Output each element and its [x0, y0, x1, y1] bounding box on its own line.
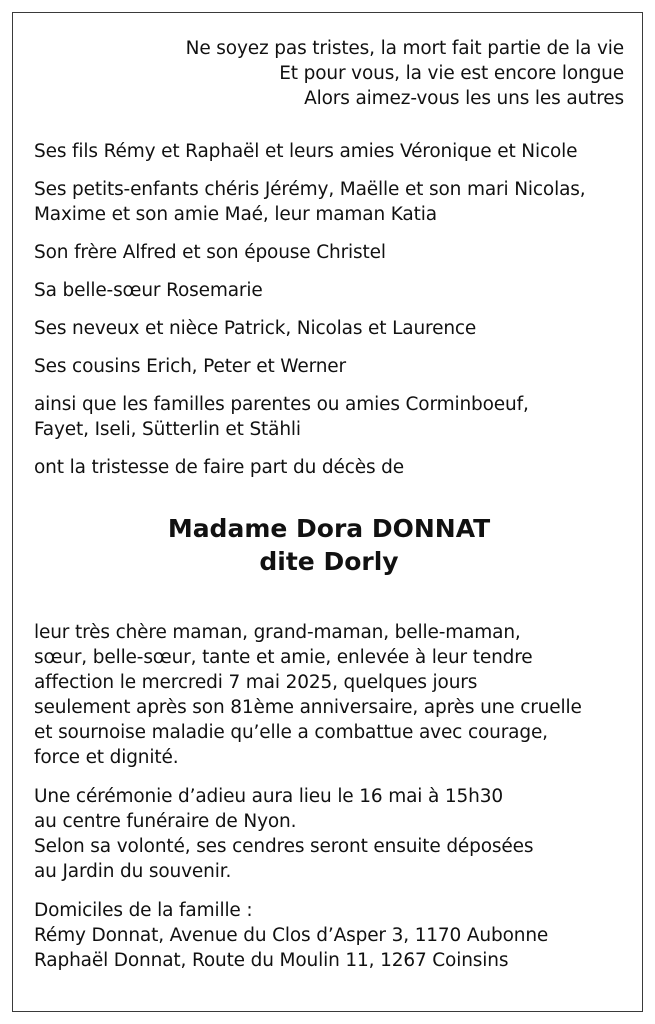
domiciles-paragraph	[34, 898, 624, 973]
family-entry	[34, 177, 624, 227]
family-line: ainsi que les familles parentes ou amies Corminboeuf,	[34, 394, 529, 415]
family-entry	[34, 316, 624, 341]
family-line: Ses fils Rémy et Raphaël et leurs amies Véronique et Nicole	[34, 141, 578, 162]
family-line: Fayet, Iseli, Sütterlin et Stähli	[34, 419, 301, 440]
tribute-line: affection le mercredi 7 mai 2025, quelques jours	[34, 672, 478, 693]
deceased-name-block	[34, 512, 624, 578]
ceremony-line: Selon sa volonté, ses cendres seront ensuite déposées	[34, 836, 534, 857]
family-entry	[34, 240, 624, 265]
announcement-text	[34, 455, 624, 480]
family-line: Sa belle-sœur Rosemarie	[34, 280, 263, 301]
tribute-line: et sournoise maladie qu’elle a combattue avec courage,	[34, 722, 548, 743]
obituary-content	[34, 36, 624, 987]
family-line: Ses petits-enfants chéris Jérémy, Maëlle et son mari Nicolas,	[34, 179, 586, 200]
opening-poem	[34, 36, 624, 111]
announcement-line: ont la tristesse de faire part du décès de	[34, 457, 404, 478]
ceremony-line: Une cérémonie d’adieu aura lieu le 16 mai à 15h30	[34, 786, 503, 807]
family-entry	[34, 139, 624, 164]
domicile-address: Raphaël Donnat, Route du Moulin 11, 1267 Coinsins	[34, 950, 509, 971]
tribute-line: leur très chère maman, grand-maman, belle-maman,	[34, 622, 521, 643]
deceased-nickname: dite Dorly	[259, 547, 399, 576]
family-entry	[34, 354, 624, 379]
ceremony-paragraph	[34, 784, 624, 884]
poem-line: Alors aimez-vous les uns les autres	[304, 88, 624, 109]
tribute-line: seulement après son 81ème anniversaire, après une cruelle	[34, 697, 582, 718]
family-line: Ses neveux et nièce Patrick, Nicolas et Laurence	[34, 318, 477, 339]
ceremony-line: au centre funéraire de Nyon.	[34, 811, 297, 832]
ceremony-line: au Jardin du souvenir.	[34, 861, 232, 882]
family-line: Son frère Alfred et son épouse Christel	[34, 242, 386, 263]
domiciles-heading: Domiciles de la famille :	[34, 900, 253, 921]
deceased-name: Madame Dora DONNAT	[167, 514, 491, 543]
family-line: Ses cousins Erich, Peter et Werner	[34, 356, 346, 377]
tribute-line: force et dignité.	[34, 747, 179, 768]
tribute-line: sœur, belle-sœur, tante et amie, enlevée à leur tendre	[34, 647, 533, 668]
family-list	[34, 139, 624, 480]
tribute-paragraph	[34, 620, 624, 770]
poem-line: Et pour vous, la vie est encore longue	[279, 63, 624, 84]
family-entry	[34, 278, 624, 303]
domicile-address: Rémy Donnat, Avenue du Clos d’Asper 3, 1170 Aubonne	[34, 925, 549, 946]
family-entry	[34, 392, 624, 442]
poem-line: Ne soyez pas tristes, la mort fait partie de la vie	[185, 38, 624, 59]
family-line: Maxime et son amie Maé, leur maman Katia	[34, 204, 437, 225]
